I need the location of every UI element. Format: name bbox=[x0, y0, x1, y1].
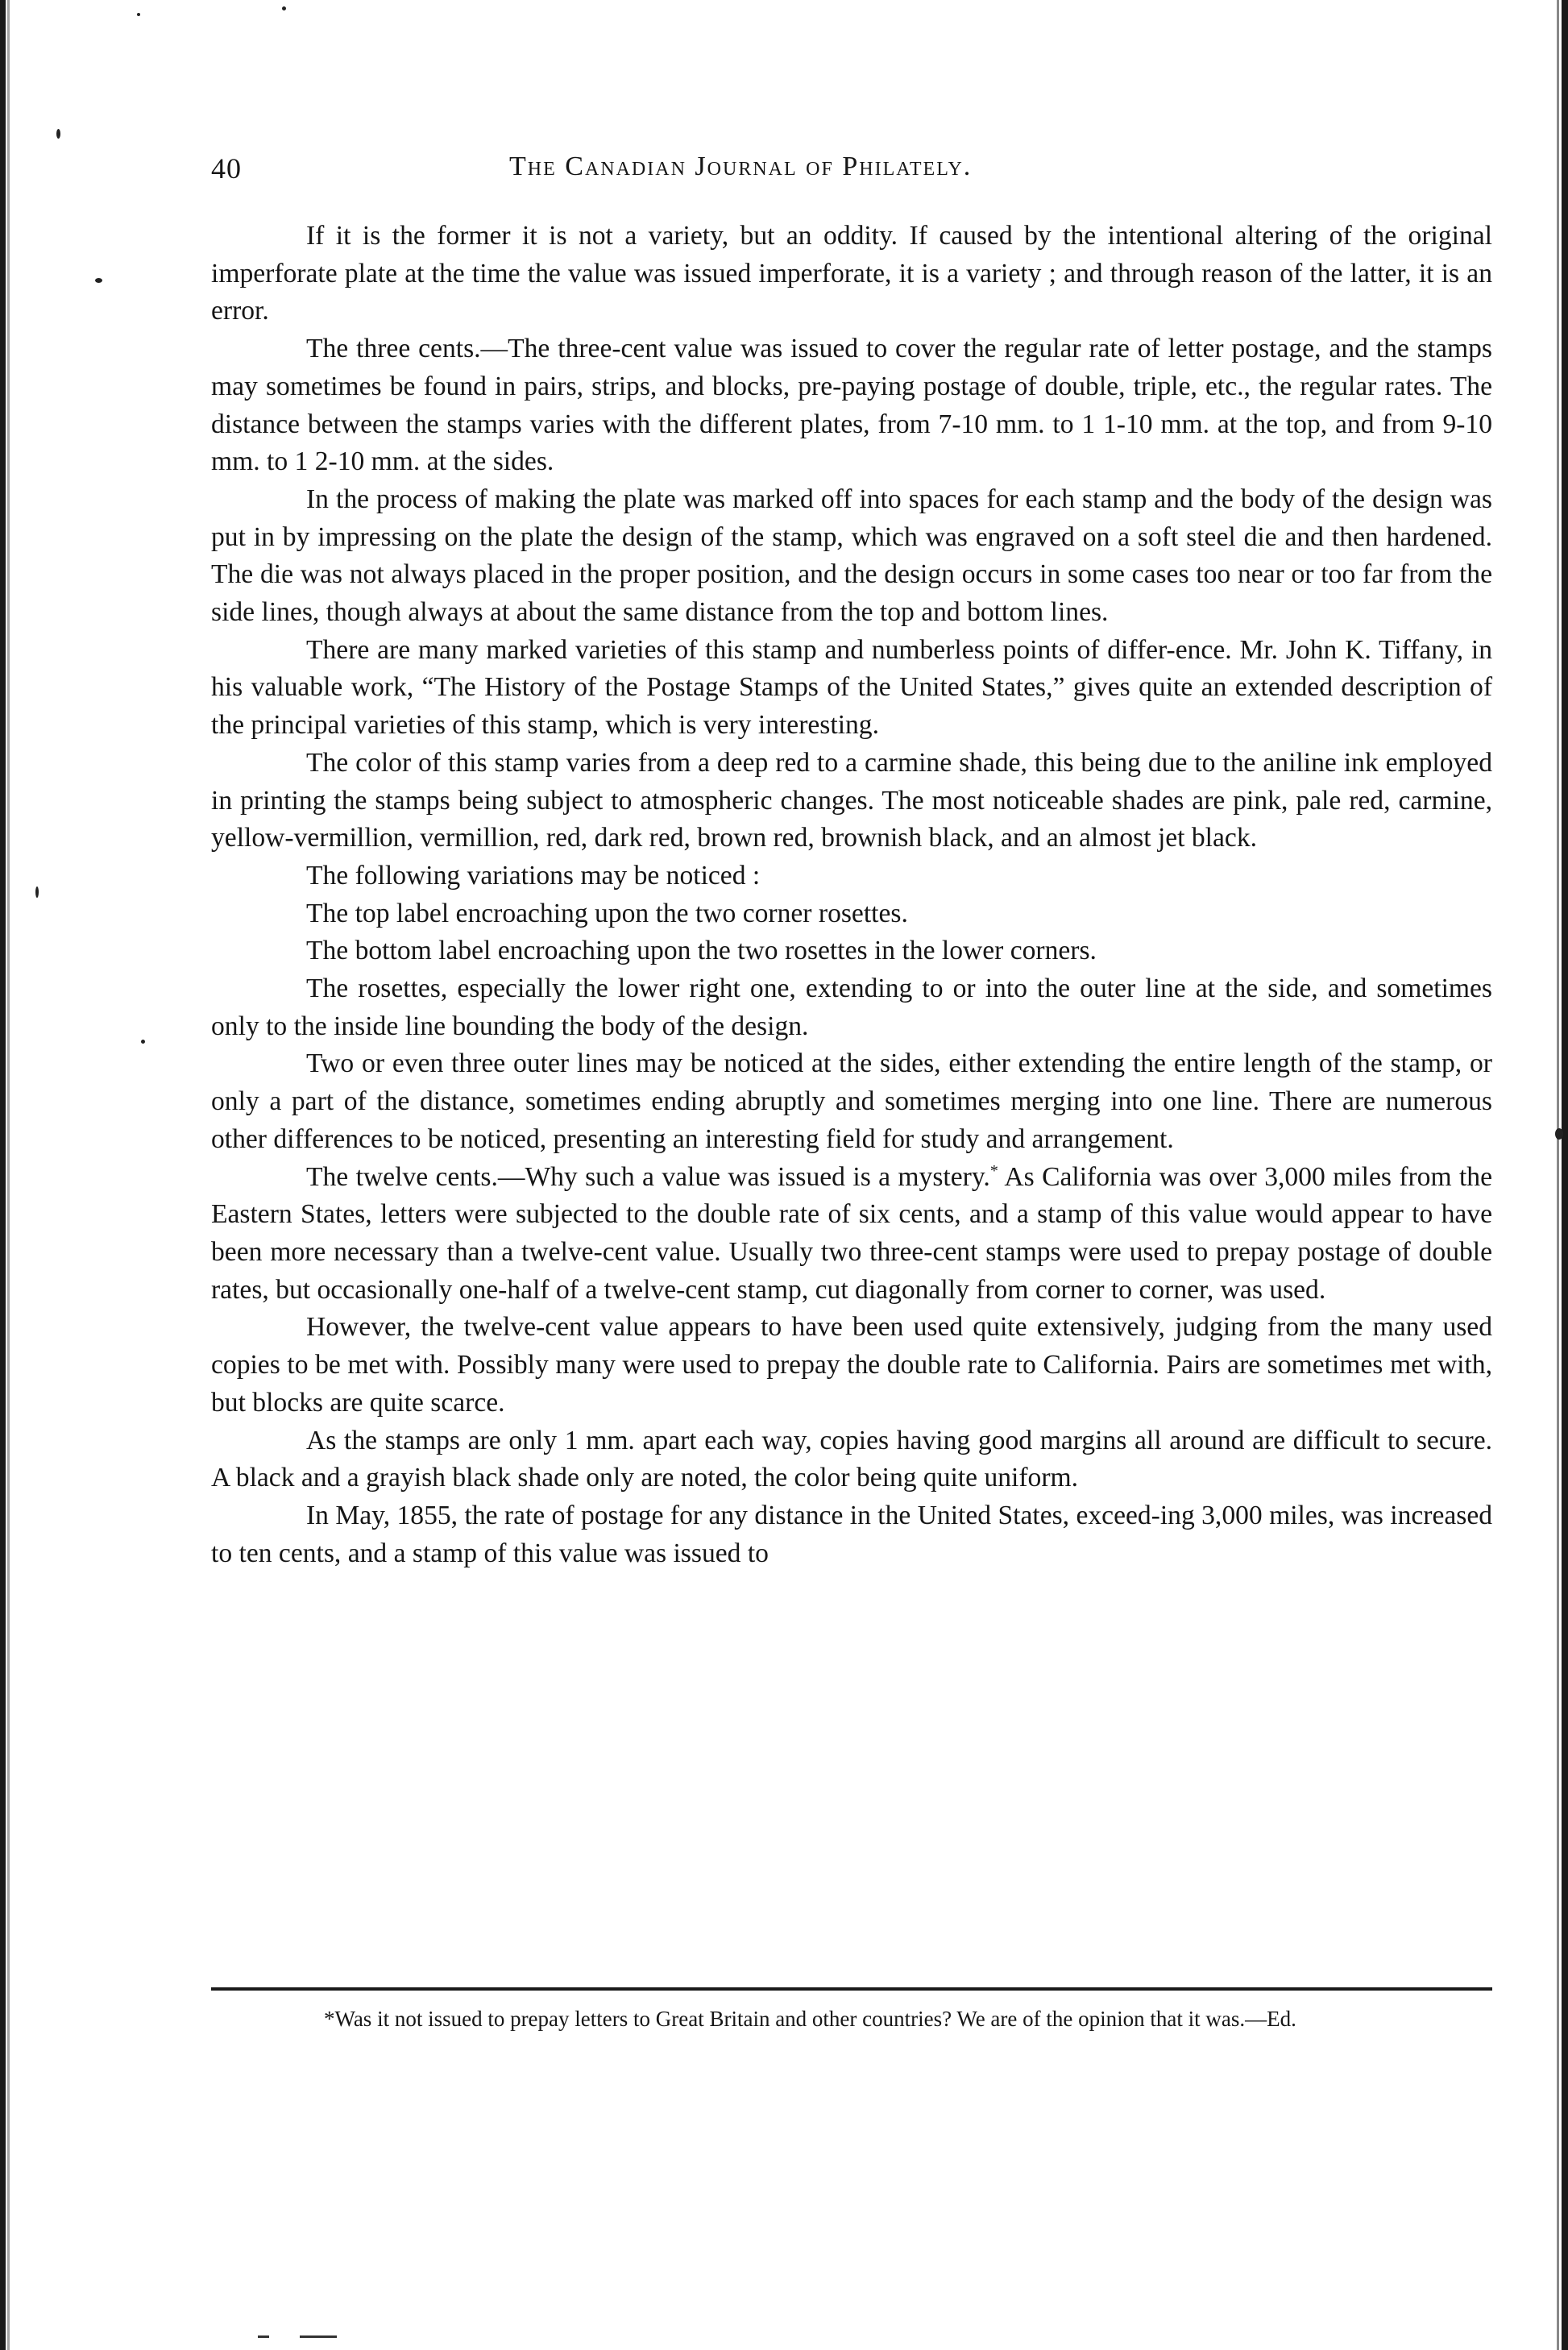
scan-edge-right-shadow bbox=[1557, 0, 1559, 2350]
paragraph: As the stamps are only 1 mm. apart each way, copies having good margins all around are difficult to secure. A black and a grayish black shade only are noted, the color being quite uniform. bbox=[211, 1425, 1492, 1493]
scan-speck bbox=[35, 886, 39, 898]
paragraph-twelve-cents bbox=[211, 1159, 1492, 1310]
paragraph: The color of this stamp varies from a deep red to a carmine shade, this being due to the aniline ink employed in printing the stamps being subject to atmospheric changes. The most noticeable shades are pink, pale red, carmine, yellow-vermillion, vermillion, red, dark red, brown red, brownish black, and an almost jet black. bbox=[211, 747, 1492, 853]
footnote bbox=[211, 2004, 1492, 2033]
paragraph: If it is the former it is not a variety, but an oddity. If caused by the intentional altering of the original imperforate plate at the time the value was issued imperforate, it is a variety ; and through reason of the latter, it is an error. bbox=[211, 221, 1492, 326]
paragraph: The bottom label encroaching upon the two rosettes in the lower corners. bbox=[306, 936, 1097, 966]
paragraph: The following variations may be noticed : bbox=[306, 860, 761, 891]
paragraph: Two or even three outer lines may be noticed at the sides, either extending the entire length of the stamp, or only a part of the distance, sometimes ending abruptly and sometimes merging into one line. There are numerous other differences to be noticed, presenting an interesting field for study and arrangement. bbox=[211, 1048, 1492, 1154]
scan-speck bbox=[141, 1040, 145, 1044]
paragraph: There are many marked varieties of this stamp and numberless points of differ-ence. Mr. John K. Tiffany, in his valuable work, “The History of the Postage Stamps of the United States,” gives quite an extended description of the principal varieties of this stamp, which is very interesting. bbox=[211, 634, 1492, 741]
paragraph: The top label encroaching upon the two corner rosettes. bbox=[306, 898, 908, 928]
article-body bbox=[211, 218, 1492, 1572]
scan-edge-left bbox=[0, 0, 6, 2350]
scan-speck bbox=[56, 129, 60, 139]
scan-speck bbox=[282, 6, 286, 10]
scan-speck bbox=[137, 13, 140, 16]
paragraph: In May, 1855, the rate of postage for any distance in the United States, exceed-ing 3,000 miles, was increased to ten cents, and a stamp of this value was issued to bbox=[211, 1500, 1493, 1568]
footnote-reference: * bbox=[989, 1161, 998, 1180]
footnote-rule bbox=[211, 1987, 1492, 1991]
paragraph-continuation: As California was over 3,000 miles from the Eastern States, letters were subjected to the double rate of six cents, and a stamp of this value would appear to have been more necessary than a twelve-cent value. Usually two three-cent stamps were used to prepay postage of double rates, but occasionally one-half of a twelve-cent stamp, cut diagonally from corner to corner, was used. bbox=[211, 1161, 1492, 1305]
paragraph: The rosettes, especially the lower right one, extending to or into the outer line at the side, and sometimes only to the inside line bounding the body of the design. bbox=[211, 974, 1492, 1041]
paragraph-lead: The twelve cents.—Why such a value was issued is a mystery. bbox=[306, 1161, 990, 1192]
page-number: 40 bbox=[211, 152, 242, 185]
running-title: The Canadian Journal of Philately. bbox=[509, 152, 973, 181]
scan-edge-left-shadow bbox=[7, 0, 10, 2350]
scan-speck bbox=[95, 278, 102, 283]
scan-bottom-mark bbox=[300, 2335, 337, 2338]
paragraph: In the process of making the plate was marked off into spaces for each stamp and the body of the design was put in by impressing on the plate the design of the stamp, which was engraved on a soft steel die and then hardened. The die was not always placed in the proper position, and the design occurs in some cases too near or too far from the side lines, though always at about the same distance from the top and bottom lines. bbox=[211, 484, 1492, 628]
paragraph: The three cents.—The three-cent value was issued to cover the regular rate of letter postage, and the stamps may sometimes be found in pairs, strips, and blocks, pre-paying postage of double, triple, etc., the regular rates. The distance between the stamps varies with the different plates, from 7-10 mm. to 1 1-10 mm. at the top, and from 9-10 mm. to 1 2-10 mm. at the sides. bbox=[211, 334, 1492, 477]
paragraph: However, the twelve-cent value appears to have been used quite extensively, judging from the many used copies to be met with. Possibly many were used to prepay the double rate to California. Pairs are sometimes met with, but blocks are quite scarce. bbox=[211, 1312, 1492, 1418]
scan-edge-right bbox=[1562, 0, 1568, 2350]
scan-bottom-mark bbox=[258, 2335, 269, 2338]
footnote-text: *Was it not issued to prepay letters to Great Britain and other countries? We are of the opinion that it was.—Ed. bbox=[324, 2007, 1296, 2031]
page-header bbox=[211, 152, 1491, 192]
scan-speck bbox=[1555, 1128, 1563, 1140]
